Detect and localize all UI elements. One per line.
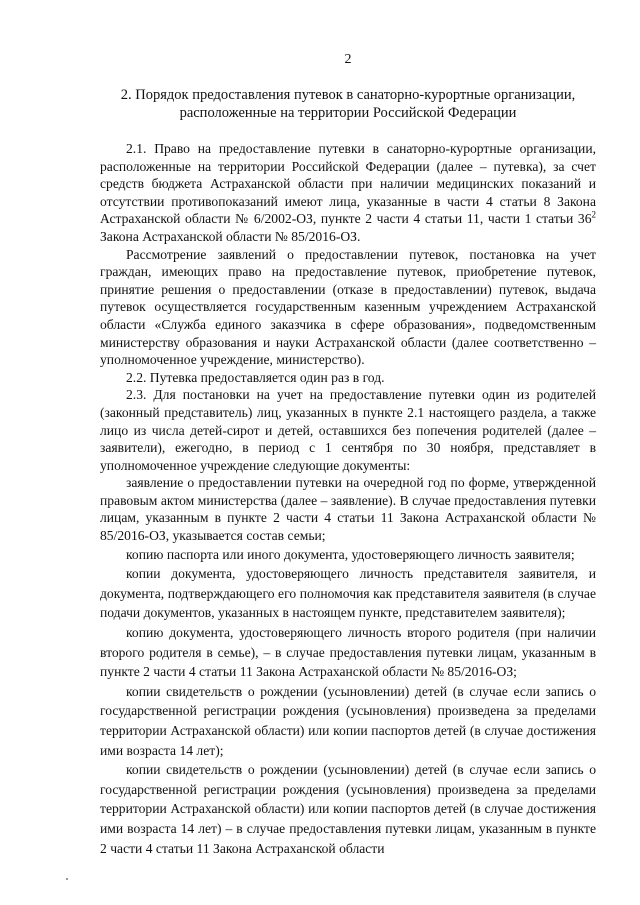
superscript-mark: 2 xyxy=(591,209,596,220)
section-title-line-1: 2. Порядок предоставления путевок в санаторно-курортные организации, xyxy=(120,87,576,103)
page-number: 2 xyxy=(344,52,352,67)
paragraph-birth-certificates: копии свидетельств о рождении (усыновлении) детей (в случае если запись о государственной регистрации рождения (усыновления) произведена за пределами территории Астраханской области) или копии паспортов детей (в случае достижения ими возраста 14 лет); xyxy=(100,683,596,758)
paragraph-birth-certificates-family: копии свидетельств о рождении (усыновлении) детей (в случае если запись о государственной регистрации рождения (усыновления) произведена за пределами территории Астраханской области) или копии паспортов детей (в случае достижения ими возраста 14 лет) – в случае предоставления путевки лицам, указанным в пункте 2 части 4 статьи 11 Закона Астраханской области xyxy=(100,762,596,856)
paragraph-passport-copy: копию паспорта или иного документа, удостоверяющего личность заявителя; xyxy=(126,546,575,562)
section-title-line-2: расположенные на территории Российской Федерации xyxy=(179,105,517,121)
paragraph-2-3: 2.3. Для постановки на учет на предоставление путевки один из родителей (законный представитель) лиц, указанных в пункте 2.1 настоящего раздела, а также лицо из числа детей-сирот и детей, оставшихся без попечения родителей (далее – заявители), ежегодно, в период с 1 сентября по 30 ноября, представляет в уполномоченное учреждение следующие документы: xyxy=(100,387,596,473)
paragraph-2-1-text: 2.1. Право на предоставление путевки в санаторно-курортные организации, расположенные на территории Российской Федерации (далее – путевка), за счет средств бюджета Астраханской области при наличии медицинских показаний и отсутствии противопоказаний имеют лица, указанные в части 4 статьи 8 Закона Астраханской области № 6/2002-ОЗ, пункте 2 части 4 статьи 11, части 1 статьи 36 xyxy=(100,141,596,227)
paragraph-application: заявление о предоставлении путевки на очередной год по форме, утвержденной правовым актом министерства (далее – заявление). В случае предоставления путевки лицам, указанным в пункте 2 части 4 статьи 11 Закона Астраханской области № 85/2016-ОЗ, указывается состав семьи; xyxy=(100,475,596,544)
paragraph-consideration: Рассмотрение заявлений о предоставлении путевок, постановка на учет граждан, имеющих право на предоставление путевок, приобретение путевок, принятие решения о предоставлении (отказе в предоставлении) путевок, выдача путевок осуществляется государственным казенным учреждением Астраханской области «Служба единого заказчика в сфере образования», подведомственным министерству образования и науки Астраханской области (далее соответственно – уполномоченное учреждение, министерство). xyxy=(100,246,596,368)
paragraph-2-1-tail: Закона Астраханской области № 85/2016-ОЗ. xyxy=(100,228,361,244)
scan-speck xyxy=(66,878,68,880)
paragraph-representative-docs: копии документа, удостоверяющего личность представителя заявителя, и документа, подтверждающего его полномочия как представителя заявителя (в случае подачи документов, указанных в настоящем пункте, представителем заявителя); xyxy=(100,566,596,621)
paragraph-2-2: 2.2. Путевка предоставляется один раз в год. xyxy=(126,369,385,385)
paragraph-2-1 xyxy=(100,140,596,246)
section-title xyxy=(100,86,596,122)
paragraph-second-parent: копию документа, удостоверяющего личность второго родителя (при наличии второго родителя в семье), – в случае предоставления путевки лицам, указанным в пункте 2 части 4 статьи 11 Закона Астраханской области № 85/2016-ОЗ; xyxy=(100,625,596,680)
